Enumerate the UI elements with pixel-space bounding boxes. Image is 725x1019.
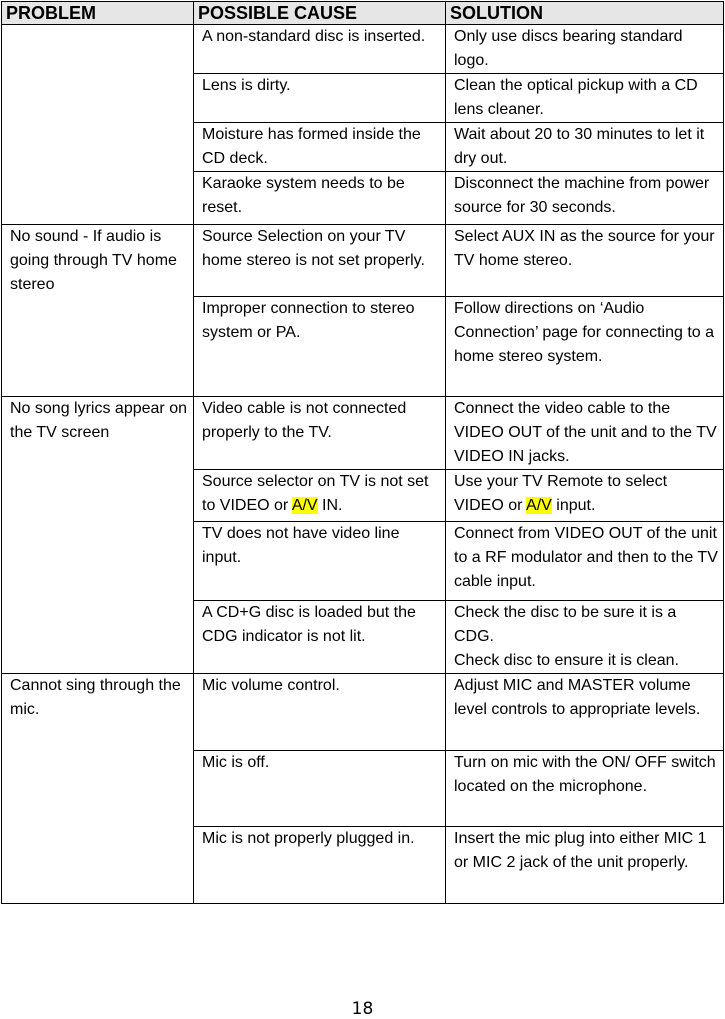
solution-cell: Follow directions on ‘Audio Connection’ page for connecting to a home stereo system. [446,297,724,397]
troubleshooting-table [1,1,724,904]
solution-cell: Wait about 20 to 30 minutes to let it dry out. [446,123,724,172]
cause-cell: TV does not have video line input. [194,522,446,601]
cause-cell: Mic is off. [194,751,446,827]
solution-text: input. [551,497,596,514]
solution-cell: Clean the optical pickup with a CD lens cleaner. [446,74,724,123]
cause-cell: A non-standard disc is inserted. [194,25,446,74]
solution-cell: Select AUX IN as the source for your TV home stereo. [446,225,724,297]
table-row [2,674,724,751]
cause-cell: Lens is dirty. [194,74,446,123]
problem-cell [2,25,194,225]
header-cause: POSSIBLE CAUSE [194,2,446,25]
cause-cell: A CD+G disc is loaded but the CDG indicator is not lit. [194,601,446,674]
solution-cell: Turn on mic with the ON/ OFF switch located on the microphone. [446,751,724,827]
header-row [2,2,724,25]
page-number: 18 [351,999,374,1019]
cause-cell: Karaoke system needs to be reset. [194,172,446,225]
header-solution: SOLUTION [446,2,724,25]
problem-cell: No song lyrics appear on the TV screen [2,397,194,674]
cause-cell: Moisture has formed inside the CD deck. [194,123,446,172]
cause-cell: Source Selection on your TV home stereo is not set properly. [194,225,446,297]
highlighted-text: A/V [291,497,318,514]
highlighted-text: A/V [526,497,552,514]
cause-text: Source selector on TV is not set to VIDEO or [202,473,429,514]
solution-cell: Connect the video cable to the VIDEO OUT of the unit and to the TV VIDEO IN jacks. [446,397,724,470]
solution-text: Check the disc to be sure it is a CDG. [454,604,677,645]
table-row [2,25,724,74]
solution-text: Check disc to ensure it is clean. [454,652,679,669]
cause-cell: Mic volume control. [194,674,446,751]
table-row [2,397,724,470]
problem-cell: No sound - If audio is going through TV home stereo [2,225,194,397]
solution-cell: Disconnect the machine from power source for 30 seconds. [446,172,724,225]
cause-cell [194,470,446,522]
solution-cell: Connect from VIDEO OUT of the unit to a RF modulator and then to the TV cable input. [446,522,724,601]
table-row [2,225,724,297]
solution-cell: Insert the mic plug into either MIC 1 or MIC 2 jack of the unit properly. [446,827,724,904]
cause-cell: Video cable is not connected properly to the TV. [194,397,446,470]
solution-cell [446,601,724,674]
solution-cell: Adjust MIC and MASTER volume level controls to appropriate levels. [446,674,724,751]
cause-cell: Mic is not properly plugged in. [194,827,446,904]
solution-cell [446,470,724,522]
solution-text: Use your TV Remote to select VIDEO or [454,473,668,514]
problem-cell: Cannot sing through the mic. [2,674,194,904]
cause-cell: Improper connection to stereo system or PA. [194,297,446,397]
solution-cell: Only use discs bearing standard logo. [446,25,724,74]
header-problem: PROBLEM [2,2,194,25]
cause-text: IN. [317,497,343,514]
